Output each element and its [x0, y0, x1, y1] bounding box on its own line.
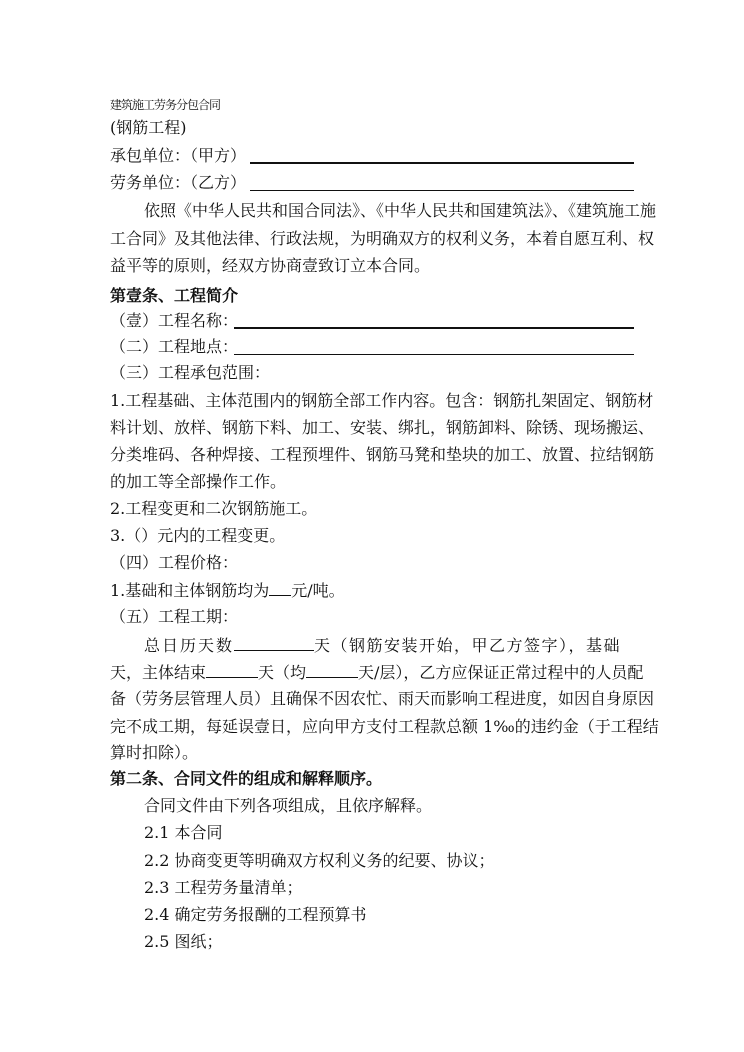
preamble-line: 益平等的原则，经双方协商壹致订立本合同。 [110, 256, 431, 275]
article2-item: 2.1 本合同 [144, 823, 223, 842]
scope-item1-line: 的加工等全部操作工作。 [110, 472, 287, 491]
article2-item: 2.2 协商变更等明确双方权利义务的纪要、协议； [144, 851, 495, 870]
price-per-ton-field[interactable] [269, 579, 291, 596]
period-text: 天，主体结束 [110, 663, 207, 682]
project-name-field[interactable] [234, 327, 634, 329]
scope-item1-line: 分类堆码、各种焊接、工程预埋件、钢筋马凳和垫块的加工、放置、拉结钢筋 [110, 445, 655, 464]
party-a-field[interactable] [250, 162, 634, 164]
article2-intro: 合同文件由下列各项组成，且依序解释。 [144, 796, 433, 815]
period-label: （五）工程工期： [110, 607, 239, 626]
period-line: 完不成工期，每延误壹日，应向甲方支付工程款总额 1‰的违约金（于工程结 [110, 717, 659, 736]
scope-item3: 3.（）元内的工程变更。 [110, 526, 286, 545]
period-line: 备（劳务层管理人员）且确保不因农忙、雨天而影响工程进度，如因自身原因 [110, 689, 655, 708]
period-text: 天（钢筋安装开始，甲乙方签字），基础 [314, 636, 622, 655]
article2-item: 2.3 工程劳务量清单； [144, 878, 303, 897]
price-item1-text: 1.基础和主体钢筋均为 [110, 581, 270, 600]
period-text: 总日历天数 [144, 636, 235, 655]
scope-item1-line: 1.工程基础、主体范围内的钢筋全部工作内容。包含：钢筋扎架固定、钢筋材 [110, 391, 654, 410]
period-line [110, 661, 644, 684]
structure-days-field[interactable] [206, 661, 258, 678]
period-text: 天（均 [258, 663, 307, 682]
period-line [110, 634, 634, 657]
price-item1 [110, 579, 634, 602]
period-text: 天/层），乙方应保证正常过程中的人员配 [358, 663, 644, 682]
party-b-field[interactable] [250, 190, 634, 191]
document-subtitle: (钢筋工程) [110, 118, 187, 137]
total-days-field[interactable] [234, 634, 314, 651]
article2-item: 2.5 图纸； [144, 932, 223, 951]
project-name-label: （壹）工程名称： [110, 311, 239, 330]
period-line: 算时扣除）。 [110, 743, 199, 762]
document-title: 建筑施工劳务分包合同 [110, 98, 221, 112]
article2-heading: 第二条、合同文件的组成和解释顺序。 [110, 769, 383, 788]
scope-item2: 2.工程变更和二次钢筋施工。 [110, 499, 318, 518]
article1-heading: 第壹条、工程简介 [110, 286, 239, 305]
preamble-line: 工合同》及其他法律、行政法规，为明确双方的权利义务，本着自愿互利、权 [110, 229, 655, 248]
scope-label: （三）工程承包范围： [110, 363, 271, 382]
scope-item1-line: 料计划、放样、钢筋下料、加工、安装、绑扎，钢筋卸料、除锈、现场搬运、 [110, 418, 655, 437]
price-label: （四）工程价格： [110, 553, 239, 572]
party-a-label: 承包单位：（甲方） [110, 146, 247, 165]
party-b-label: 劳务单位：（乙方） [110, 173, 247, 192]
days-per-floor-field[interactable] [306, 661, 358, 678]
project-location-field[interactable] [234, 354, 634, 355]
article2-item: 2.4 确定劳务报酬的工程预算书 [144, 905, 367, 924]
project-location-label: （二）工程地点： [110, 337, 239, 356]
preamble-line: 依照《中华人民共和国合同法》、《中华人民共和国建筑法》、《建筑施工施 [144, 201, 657, 220]
price-item1-unit: 元/吨。 [291, 581, 345, 600]
